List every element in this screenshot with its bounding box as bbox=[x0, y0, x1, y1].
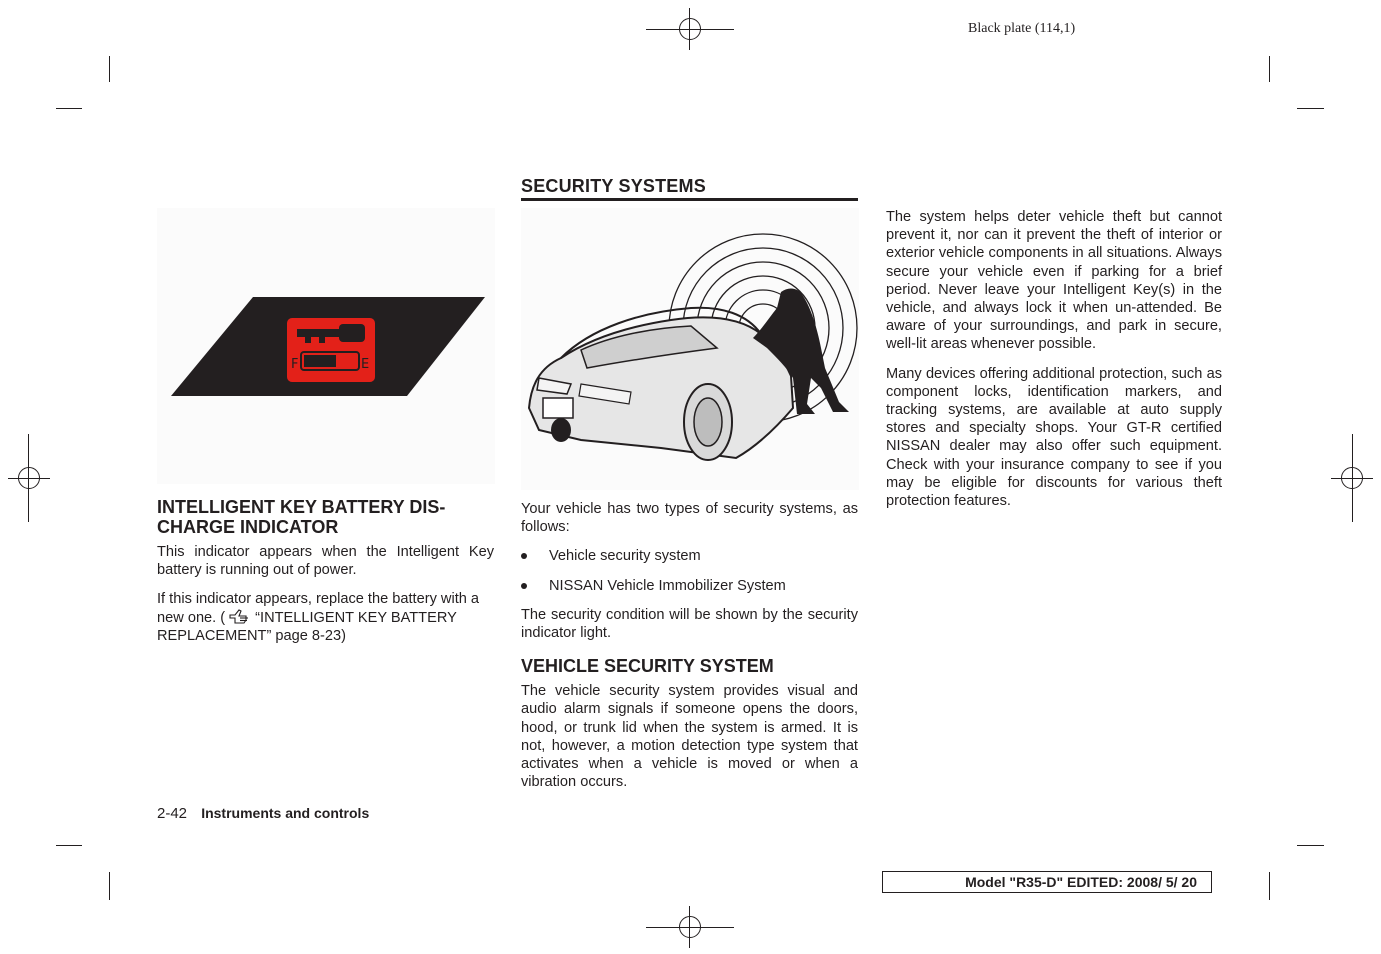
bullet-icon bbox=[521, 553, 527, 559]
right-column bbox=[886, 208, 1222, 521]
label-f: F bbox=[291, 357, 299, 372]
battery-indicator-para1: This indicator appears when the Intelligent Key battery is running out of power. bbox=[157, 544, 494, 579]
middle-column bbox=[521, 500, 858, 802]
key-battery-indicator-icon bbox=[157, 208, 495, 484]
car-security-illustration bbox=[521, 208, 859, 490]
model-edited-box: Model "R35-D" EDITED: 2008/ 5/ 20 bbox=[882, 871, 1212, 893]
list-item: NISSAN Vehicle Immobilizer System bbox=[521, 577, 858, 595]
heading-line-2: CHARGE INDICATOR bbox=[157, 517, 339, 537]
list-item: Vehicle security system bbox=[521, 547, 858, 565]
additional-protection-para: Many devices offering additional protection, such as component locks, identification markers, and tracking systems, are available at auto supply stores and specialty shops. Your GT-R certified NISSAN dealer may also offer such equipment. Check with your insurance company to see if you may be eligible for discounts for various theft protection features. bbox=[886, 365, 1222, 510]
battery-indicator-para2 bbox=[157, 590, 494, 645]
security-indicator-para: The security condition will be shown by the security indicator light. bbox=[521, 606, 858, 642]
vehicle-security-para: The vehicle security system provides visual and audio alarm signals if someone opens the doors, hood, or trunk lid when the system is armed. It is not, however, a motion detection type system that activates when a vehicle is moved or when a vibration occurs. bbox=[521, 683, 858, 791]
heading-line-1: INTELLIGENT KEY BATTERY DIS- bbox=[157, 497, 446, 517]
bullet-icon bbox=[521, 583, 527, 589]
page-number: 2-42 bbox=[157, 805, 188, 822]
car-security-figure bbox=[521, 208, 859, 490]
battery-indicator-heading bbox=[157, 497, 494, 537]
plate-label: Black plate (114,1) bbox=[968, 21, 1076, 36]
theft-deter-para: The system helps deter vehicle theft but cannot prevent it, nor can it prevent the theft of interior or exterior vehicle components in all situations. Always secure your vehicle even if parking for a brief period. Never leave your Intelligent Key(s) in the vehicle, and always lock it when un-attended. Be aware of your surroundings, and park in secure, well-lit areas whenever possible. bbox=[886, 209, 1222, 353]
pointing-hand-icon bbox=[229, 609, 251, 625]
left-column bbox=[157, 497, 494, 656]
label-e: E bbox=[361, 357, 370, 372]
security-intro: Your vehicle has two types of security systems, as follows: bbox=[521, 501, 858, 536]
vehicle-security-heading: VEHICLE SECURITY SYSTEM bbox=[521, 656, 774, 677]
security-types-list bbox=[521, 547, 858, 594]
para2-before: If this indicator appears, replace the battery with a new one. ( bbox=[157, 591, 480, 626]
security-systems-heading: SECURITY SYSTEMS bbox=[521, 176, 858, 201]
para2-after: “INTELLIGENT KEY BATTERY REPLACEMENT” page 8-23) bbox=[157, 609, 457, 644]
page-footer bbox=[157, 805, 369, 822]
section-name: Instruments and controls bbox=[201, 805, 370, 821]
key-battery-figure bbox=[157, 208, 495, 484]
